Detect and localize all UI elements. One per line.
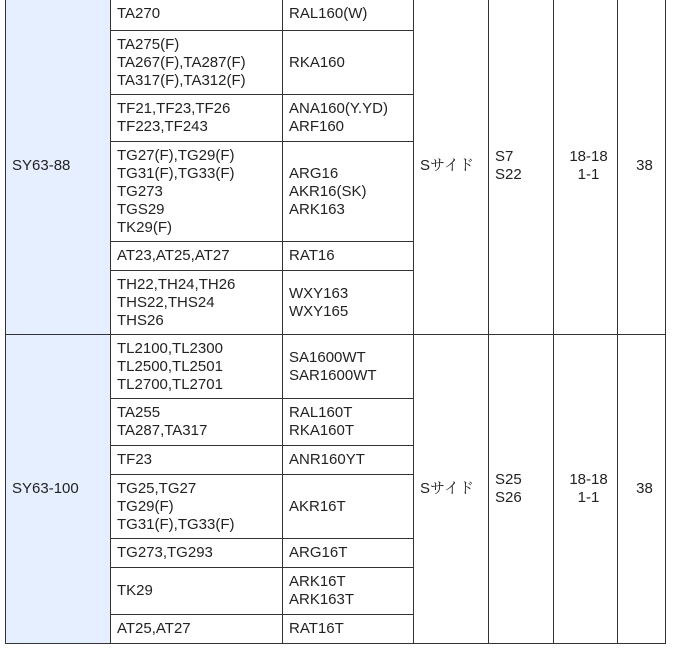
part-number-cell xyxy=(283,95,414,142)
cell-line: TG273,TG293 xyxy=(117,544,213,561)
cell-line: AT25,AT27 xyxy=(117,620,191,637)
cell-line: ARG16T xyxy=(289,544,348,561)
cell-line: TF223,TF243 xyxy=(117,118,208,135)
part-number-cell xyxy=(283,271,414,335)
cell-line: SAR1600WT xyxy=(289,366,377,384)
cell-line: 18-18 xyxy=(569,148,608,165)
applicable-models-cell xyxy=(111,31,283,95)
part-number-cell xyxy=(283,31,414,95)
cell-line: TG25,TG27 xyxy=(117,479,197,497)
cell-line: TG27(F),TG29(F) xyxy=(117,146,235,164)
part-number-cell xyxy=(283,142,414,242)
spec-cell xyxy=(554,335,618,644)
compatibility-table xyxy=(5,0,666,644)
model-cell: SY63-100 xyxy=(6,335,111,644)
spec-cell xyxy=(554,0,618,335)
cell-line: ANR160YT xyxy=(289,451,365,468)
applicable-models-cell xyxy=(111,399,283,446)
cell-line: ARG16 xyxy=(289,164,339,182)
part-number-cell xyxy=(283,475,414,539)
part-number-cell xyxy=(283,446,414,475)
quantity-cell: 38 xyxy=(618,0,666,335)
cell-line: THS22,THS24 xyxy=(117,293,215,311)
cell-line: RKA160 xyxy=(289,53,345,71)
cell-line: RAL160T xyxy=(289,404,353,421)
applicable-models-cell xyxy=(111,568,283,615)
cell-line: TA317(F),TA312(F) xyxy=(117,71,246,89)
table-row xyxy=(6,335,666,399)
applicable-models-cell xyxy=(111,475,283,539)
cell-line: RAL160(W) xyxy=(289,5,368,22)
table-row xyxy=(6,0,666,31)
cell-line: S7 xyxy=(495,148,514,165)
cell-line: 1-1 xyxy=(577,166,600,183)
side-cell: Sサイド xyxy=(414,335,489,644)
part-number-cell xyxy=(283,539,414,568)
cell-line: TL2100,TL2300 xyxy=(117,339,223,357)
quantity-cell: 38 xyxy=(618,335,666,644)
cell-line: TG31(F),TG33(F) xyxy=(117,515,235,533)
applicable-models-cell xyxy=(111,242,283,271)
cell-line: ANA160(Y.YD) xyxy=(289,100,388,117)
part-number-cell xyxy=(283,335,414,399)
cell-line: TA267(F),TA287(F) xyxy=(117,53,246,71)
cell-line: 1-1 xyxy=(577,489,600,506)
cell-line: ARK16T xyxy=(289,573,346,590)
applicable-models-cell xyxy=(111,539,283,568)
cell-line: AT23,AT25,AT27 xyxy=(117,247,230,264)
s-code-cell xyxy=(489,335,554,644)
cell-line: TA287,TA317 xyxy=(117,422,208,439)
cell-line: TK29(F) xyxy=(117,218,173,236)
part-number-cell xyxy=(283,615,414,644)
cell-line: S25 xyxy=(495,471,522,488)
applicable-models-cell xyxy=(111,615,283,644)
applicable-models-cell xyxy=(111,335,283,399)
cell-line: S22 xyxy=(495,166,522,183)
s-code-cell xyxy=(489,0,554,335)
applicable-models-cell xyxy=(111,142,283,242)
part-number-cell xyxy=(283,568,414,615)
cell-line: ARK163T xyxy=(289,591,355,608)
cell-line: TA275(F) xyxy=(117,35,180,53)
cell-line: SA1600WT xyxy=(289,348,366,366)
cell-line: TL2500,TL2501 xyxy=(117,357,223,375)
cell-line: TA270 xyxy=(117,5,161,22)
side-cell: Sサイド xyxy=(414,0,489,335)
cell-line: WXY165 xyxy=(289,302,349,320)
cell-line: THS26 xyxy=(117,311,164,329)
cell-line: TF21,TF23,TF26 xyxy=(117,100,231,117)
cell-line: ARF160 xyxy=(289,118,345,135)
cell-line: TL2700,TL2701 xyxy=(117,375,223,393)
part-number-cell xyxy=(283,0,414,31)
cell-line: TG31(F),TG33(F) xyxy=(117,164,235,182)
cell-line: WXY163 xyxy=(289,284,349,302)
cell-line: TA255 xyxy=(117,404,161,421)
part-number-cell xyxy=(283,399,414,446)
cell-line: AKR16T xyxy=(289,497,346,515)
applicable-models-cell xyxy=(111,271,283,335)
cell-line: RKA160T xyxy=(289,422,355,439)
cell-line: 18-18 xyxy=(569,471,608,488)
part-number-cell xyxy=(283,242,414,271)
cell-line: S26 xyxy=(495,489,522,506)
cell-line: RAT16 xyxy=(289,247,335,264)
cell-line: TG273 xyxy=(117,182,163,200)
applicable-models-cell xyxy=(111,446,283,475)
cell-line: TG29(F) xyxy=(117,497,174,515)
applicable-models-cell xyxy=(111,0,283,31)
cell-line: RAT16T xyxy=(289,620,344,637)
model-cell: SY63-88 xyxy=(6,0,111,335)
cell-line: TGS29 xyxy=(117,200,165,218)
cell-line: ARK163 xyxy=(289,200,345,218)
cell-line: AKR16(SK) xyxy=(289,182,367,200)
cell-line: TK29 xyxy=(117,582,153,599)
applicable-models-cell xyxy=(111,95,283,142)
cell-line: TH22,TH24,TH26 xyxy=(117,275,236,293)
cell-line: TF23 xyxy=(117,451,153,468)
